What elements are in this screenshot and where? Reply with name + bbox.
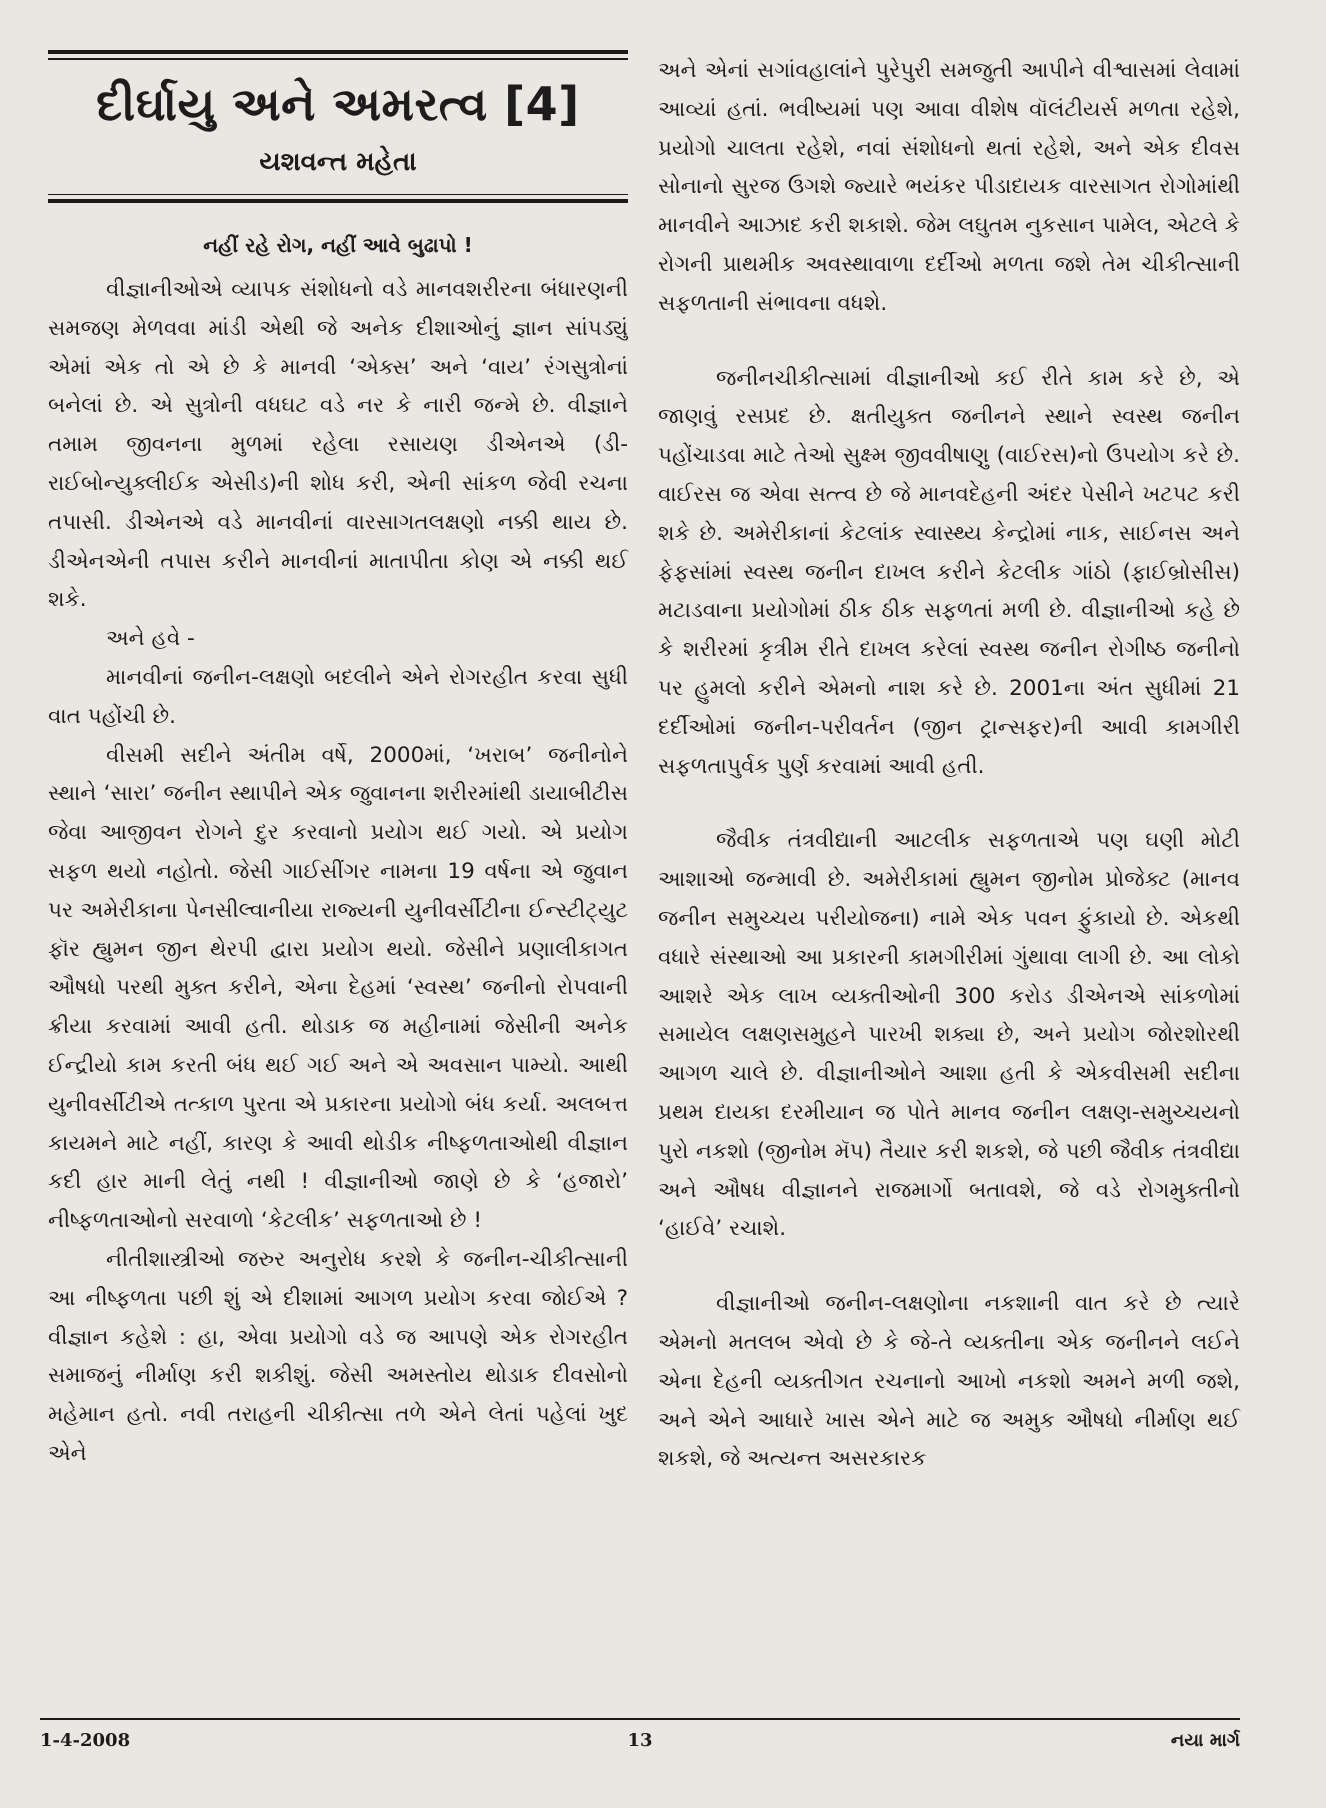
article-author: યશવન્ત મહેતા [259,146,417,177]
paragraph: વીસમી સદીને અંતીમ વર્ષે, 2000માં, ‘ખરાબ’ જનીનોને સ્થાને ‘સારા’ જનીન સ્થાપીને એક જુવાનના શરીરમાંથી ડાયાબીટીસ જેવા આજીવન રોગને દુર કરવાનો પ્રયોગ થઈ ગયો. એ પ્રયોગ સફળ થયો નહોતો. જેસી ગાઈસીંગર નામના 19 વર્ષના એ જુવાન પર અમેરીકાના પેનસીલ્વાનીયા રાજ્યની યુનીવર્સીટીના ઈન્સ્ટીટ્યુટ ફૉર હ્યુમન જીન થેરપી દ્વારા પ્રયોગ થયો. જેસીને પ્રણાલીકાગત ઔષધો પરથી મુક્ત કરીને, એના દેહમાં ‘સ્વસ્થ’ જનીનો રોપવાની ક્રીયા કરવામાં આવી હતી. થોડાક જ મહીનામાં જેસીની અનેક ઈન્દ્રીયો કામ કરતી બંધ થઈ ગઈ અને એ અવસાન પામ્યો. આથી યુનીવર્સીટીએ તત્કાળ પુરતા એ પ્રકારના પ્રયોગો બંધ કર્યા. અલબત્ત કાયમને માટે નહીં, કારણ કે આવી થોડીક નીષ્ફળતાઓથી વીજ્ઞાન કદી હાર માની લેતું નથી ! વીજ્ઞાનીઓ જાણે છે કે ‘હજારો’ નીષ્ફળતાઓનો સરવાળો ‘કેટલીક’ સફળતાઓ છે ! [48,742,628,1234]
paragraph: જનીનચીકીત્સામાં વીજ્ઞાનીઓ કઈ રીતે કામ કરે છે, એ જાણવું રસપ્રદ છે. ક્ષતીયુક્ત જનીનને સ્થાને સ્વસ્થ જનીન પહોંચાડવા માટે તેઓ સુક્ષ્મ જીવવીષાણુ (વાઈરસ)નો ઉપયોગ કરે છે. વાઈરસ જ એવા સત્ત્વ છે જે માનવદેહની અંદર પેસીને ખટપટ કરી શકે છે. અમેરીકાનાં કેટલાંક સ્વાસ્થ્ય કેન્દ્રોમાં નાક, સાઈનસ અને ફેફસાંમાં સ્વસ્થ જનીન દાખલ કરીને કેટલીક ગાંઠો (ફાઈબ્રોસીસ) મટાડવાના પ્રયોગોમાં ઠીક ઠીક સફળતાં મળી છે. વીજ્ઞાનીઓ કહે છે કે શરીરમાં કૃત્રીમ રીતે દાખલ કરેલાં સ્વસ્થ જનીન રોગીષ્ઠ જનીનો પર હુમલો કરીને એમનો નાશ કરે છે. 2001ના અંત સુધીમાં 21 દર્દીઓમાં જનીન-પરીવર્તન (જીન ટ્રાન્સફર)ની આવી કામગીરી સફળતાપુર્વક પુર્ણ કરવામાં આવી હતી. [658,365,1240,779]
paragraph: અને એનાં સગાંવહાલાંને પુરેપુરી સમજુતી આપીને વીશ્વાસમાં લેવામાં આવ્યાં હતાં. ભવીષ્યમાં પણ આવા વીશેષ વૉલંટીયર્સ મળતા રહેશે, પ્રયોગો ચાલતા રહેશે, નવાં સંશોધનો થતાં રહેશે, અને એક દીવસ સોનાનો સુરજ ઉગશે જ્યારે ભયંકર પીડાદાયક વારસાગત રોગોમાંથી માનવીને આઝાદ કરી શકાશે. જેમ લઘુતમ નુકસાન પામેલ, એટલે કે રોગની પ્રાથમીક અવસ્થાવાળા દર્દીઓ મળતા જશે તેમ ચીકીત્સાની સફળતાની સંભાવના વધશે. [658,58,1240,316]
page-footer [40,1730,1240,1760]
right-column [658,52,1240,1479]
paragraph: વીજ્ઞાનીઓએ વ્યાપક સંશોધનો વડે માનવશરીરના બંધારણની સમજણ મેળવવા માંડી એથી જે અનેક દીશાઓનું જ્ઞાન સાંપડ્યું એમાં એક તો એ છે કે માનવી ‘એક્સ’ અને ‘વાય’ રંગસુત્રોનાં બનેલાં છે. એ સુત્રોની વધઘટ વડે નર કે નારી જન્મે છે. વીજ્ઞાને તમામ જીવનના મુળમાં રહેલા રસાયણ ડીએનએ (ડી-રાઈબોન્યુક્લીઈક એસીડ)ની શોધ કરી, એની સાંકળ જેવી રચના તપાસી. ડીએનએ વડે માનવીનાં વારસાગતલક્ષણો નક્કી થાય છે. ડીએનએની તપાસ કરીને માનવીનાં માતાપીતા કોણ એ નક્કી થઈ શકે. [48,277,628,613]
left-column [48,50,628,1474]
page-number: 13 [627,1730,653,1751]
paragraph: વીજ્ઞાનીઓ જનીન-લક્ષણોના નકશાની વાત કરે છે ત્યારે એમનો મતલબ એવો છે કે જે-તે વ્યક્તીના એક જનીનને લઈને એના દેહની વ્યક્તીગત રચનાનો આખો નકશો અમને મળી જશે, અને એને આધારે ખાસ એને માટે જ અમુક ઔષધો નીર્માણ થઈ શકશે, જે અત્યન્ત અસરકારક [658,1291,1240,1472]
paragraph: અને હવે - [106,626,195,652]
article-subheading: નહીં રહે રોગ, નહીં આવે બુઢાપો ! [203,233,473,257]
title-top-rule-thin [48,58,628,60]
issue-date: 1-4-2008 [40,1730,131,1751]
title-bottom-rule-thin [48,194,628,196]
magazine-name: નયા માર્ગ [1170,1730,1240,1751]
title-top-rule [48,50,628,54]
paragraph: જૈવીક તંત્રવીદ્યાની આટલીક સફળતાએ પણ ઘણી મોટી આશાઓ જન્માવી છે. અમેરીકામાં હ્યુમન જીનોમ પ્રોજેક્ટ (માનવ જનીન સમુચ્ચય પરીયોજના) નામે એક પવન ફુંકાયો છે. એકથી વધારે સંસ્થાઓ આ પ્રકારની કામગીરીમાં ગુંથાવા લાગી છે. આ લોકો આશરે એક લાખ વ્યક્તીઓની 300 કરોડ ડીએનએ સાંકળોમાં સમાયેલ લક્ષણસમુહને પારખી શક્યા છે, અને પ્રયોગ જોરશોરથી આગળ ચાલે છે. વીજ્ઞાનીઓને આશા હતી કે એકવીસમી સદીના પ્રથમ દાયકા દરમીયાન જ પોતે માનવ જનીન લક્ષણ-સમુચ્ચયનો પુરો નકશો (જીનોમ મૅપ) તૈયાર કરી શકશે, જે પછી જૈવીક તંત્રવીદ્યા અને ઔષધ વીજ્ઞાનને રાજમાર્ગો બતાવશે, જે વડે રોગમુક્તીનો ‘હાઈવે’ રચાશે. [658,828,1240,1242]
title-block [48,74,628,182]
paragraph: નીતીશાસ્ત્રીઓ જરુર અનુરોધ કરશે કે જનીન-ચીકીત્સાની આ નીષ્ફળતા પછી શું એ દીશામાં આગળ પ્રયોગ કરવા જોઈએ ? વીજ્ઞાન કહેશે : હા, એવા પ્રયોગો વડે જ આપણે એક રોગરહીત સમાજનું નીર્માણ કરી શકીશું. જેસી અમસ્તોય થોડાક દીવસોનો મહેમાન હતો. નવી તરાહની ચીકીત્સા તળે એને લેતાં પહેલાં ખુદ એને [48,1246,628,1466]
paragraph: માનવીનાં જનીન-લક્ષણો બદલીને એને રોગરહીત કરવા સુધી વાત પહોંચી છે. [48,664,628,729]
title-bottom-rule [48,199,628,203]
footer-rule [40,1718,1240,1720]
article-title: દીર્ઘાયુ અને અમરત્વ [4] [96,76,580,131]
